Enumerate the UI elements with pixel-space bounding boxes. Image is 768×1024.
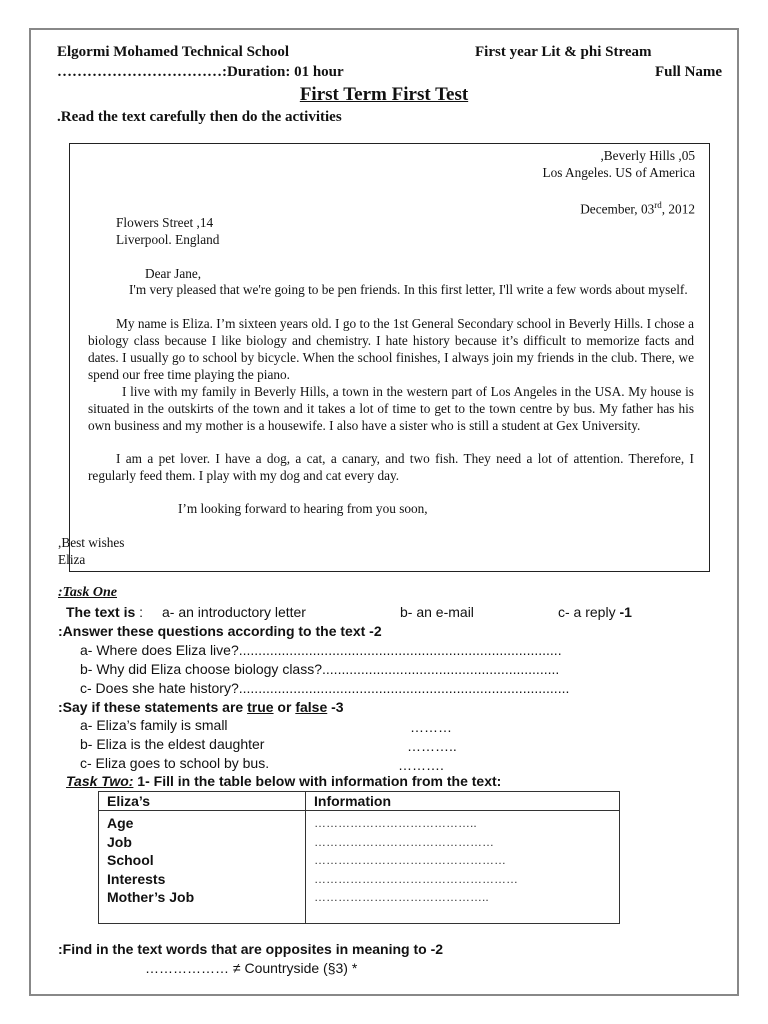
table-header-row (99, 792, 620, 811)
full-name-label: Full Name (655, 64, 723, 80)
salutation: Dear Jane, (145, 266, 202, 281)
stream-label: First year Lit & phi Stream (475, 44, 652, 60)
q2-item-a[interactable]: a- Where does Eliza live?................................................................................... (80, 642, 562, 658)
q2-item-c[interactable]: c- Does she hate history?..................................................................................... (80, 680, 570, 696)
label-mothers-job: Mother’s Job (107, 889, 195, 905)
q3-answer-a[interactable]: ……… (410, 719, 452, 735)
sign-off: ,Best wishes (58, 535, 125, 550)
q3-item-c: c- Eliza goes to school by bus. (80, 755, 270, 771)
q3-answer-c[interactable]: ………. (398, 757, 444, 773)
q1-option-a: a- an introductory letter (162, 604, 306, 620)
q3-item-b: b- Eliza is the eldest daughter (80, 736, 265, 752)
label-job: Job (107, 833, 132, 850)
value-interests[interactable]: …………………………………………… (314, 871, 518, 886)
page-title: First Term First Test (299, 84, 469, 105)
table-row (99, 811, 620, 924)
letter-paragraph-3: I live with my family in Beverly Hills, a town in the western part of Los Angeles in the USA. My house is situated in the outskirts of the town and it takes a lot of time to get to the town centre by bus. My father has his own business and my mother is a housewife. I also have a sister who is still a student at Gex University. (88, 384, 694, 433)
label-school: School (107, 852, 154, 868)
letter-paragraph-2: My name is Eliza. I’m sixteen years old. I go to the 1st General Secondary school in Beverly Hills. I chose a biology class because I like biology and chemistry. I hate history because it’s difficult to memorize facts and dates. I usually go to school by bicycle. When the school finishes, I always join my friends in the club. There, we spend our free time playing the piano. (88, 316, 694, 382)
value-school[interactable]: ………………………………………… (314, 853, 506, 867)
recipient-line1: Flowers Street ,14 (116, 215, 214, 230)
info-table (98, 791, 620, 924)
q3-title: :Say if these statements are true or false -3 (58, 699, 344, 715)
q3-item-a: a- Eliza’s family is small (80, 717, 228, 733)
label-age: Age (107, 815, 134, 831)
q3-answer-b[interactable]: ……….. (407, 738, 457, 754)
q2-title: :Answer these questions according to the text -2 (58, 623, 382, 639)
q1-option-b: b- an e-mail (400, 604, 474, 620)
value-age[interactable]: ………………………………….. (314, 816, 477, 830)
letter-date: December, 03rd, 2012 (580, 200, 695, 217)
table-values (306, 811, 620, 924)
recipient-line2: Liverpool. England (116, 232, 220, 247)
q1-label: The text is : (66, 604, 144, 620)
letter-address-line1: ,Beverly Hills ,05 (600, 148, 695, 163)
letter-address-line2: Los Angeles. US of America (542, 165, 695, 180)
task-two-heading: Task Two: 1- Fill in the table below with information from the text: (66, 773, 502, 789)
q1-option-c: c- a reply -1 (558, 604, 632, 620)
value-job[interactable]: ……………………………………… (314, 834, 494, 849)
value-mothers-job[interactable]: …………………………………….. (314, 890, 489, 904)
task-one-title: :Task One (58, 585, 117, 600)
opposites-item[interactable]: ……………… ≠ Countryside (§3) * (145, 960, 358, 976)
label-interests: Interests (107, 870, 166, 887)
letter-paragraph-4: I am a pet lover. I have a dog, a cat, a canary, and two fish. They need a lot of attention. Therefore, I regularly feed them. I play with my dog and cat every day. (88, 451, 694, 483)
closing-line: I’m looking forward to hearing from you soon, (178, 501, 428, 516)
signature: Eliza (58, 552, 86, 567)
letter-paragraph-1: I'm very pleased that we're going to be pen friends. In this first letter, I'll write a few words about myself. (129, 282, 688, 297)
table-labels (99, 811, 306, 924)
q2-item-b[interactable]: b- Why did Eliza choose biology class?............................................................. (80, 661, 560, 677)
table-header-information: Information (306, 792, 620, 811)
table-header-elizas: Eliza’s (99, 792, 306, 811)
opposites-title: :Find in the text words that are opposites in meaning to -2 (58, 941, 444, 957)
school-name: Elgormi Mohamed Technical School (57, 44, 290, 60)
reading-instruction: .Read the text carefully then do the activities (57, 109, 342, 125)
duration-line: ……………………………:Duration: 01 hour (57, 64, 344, 80)
